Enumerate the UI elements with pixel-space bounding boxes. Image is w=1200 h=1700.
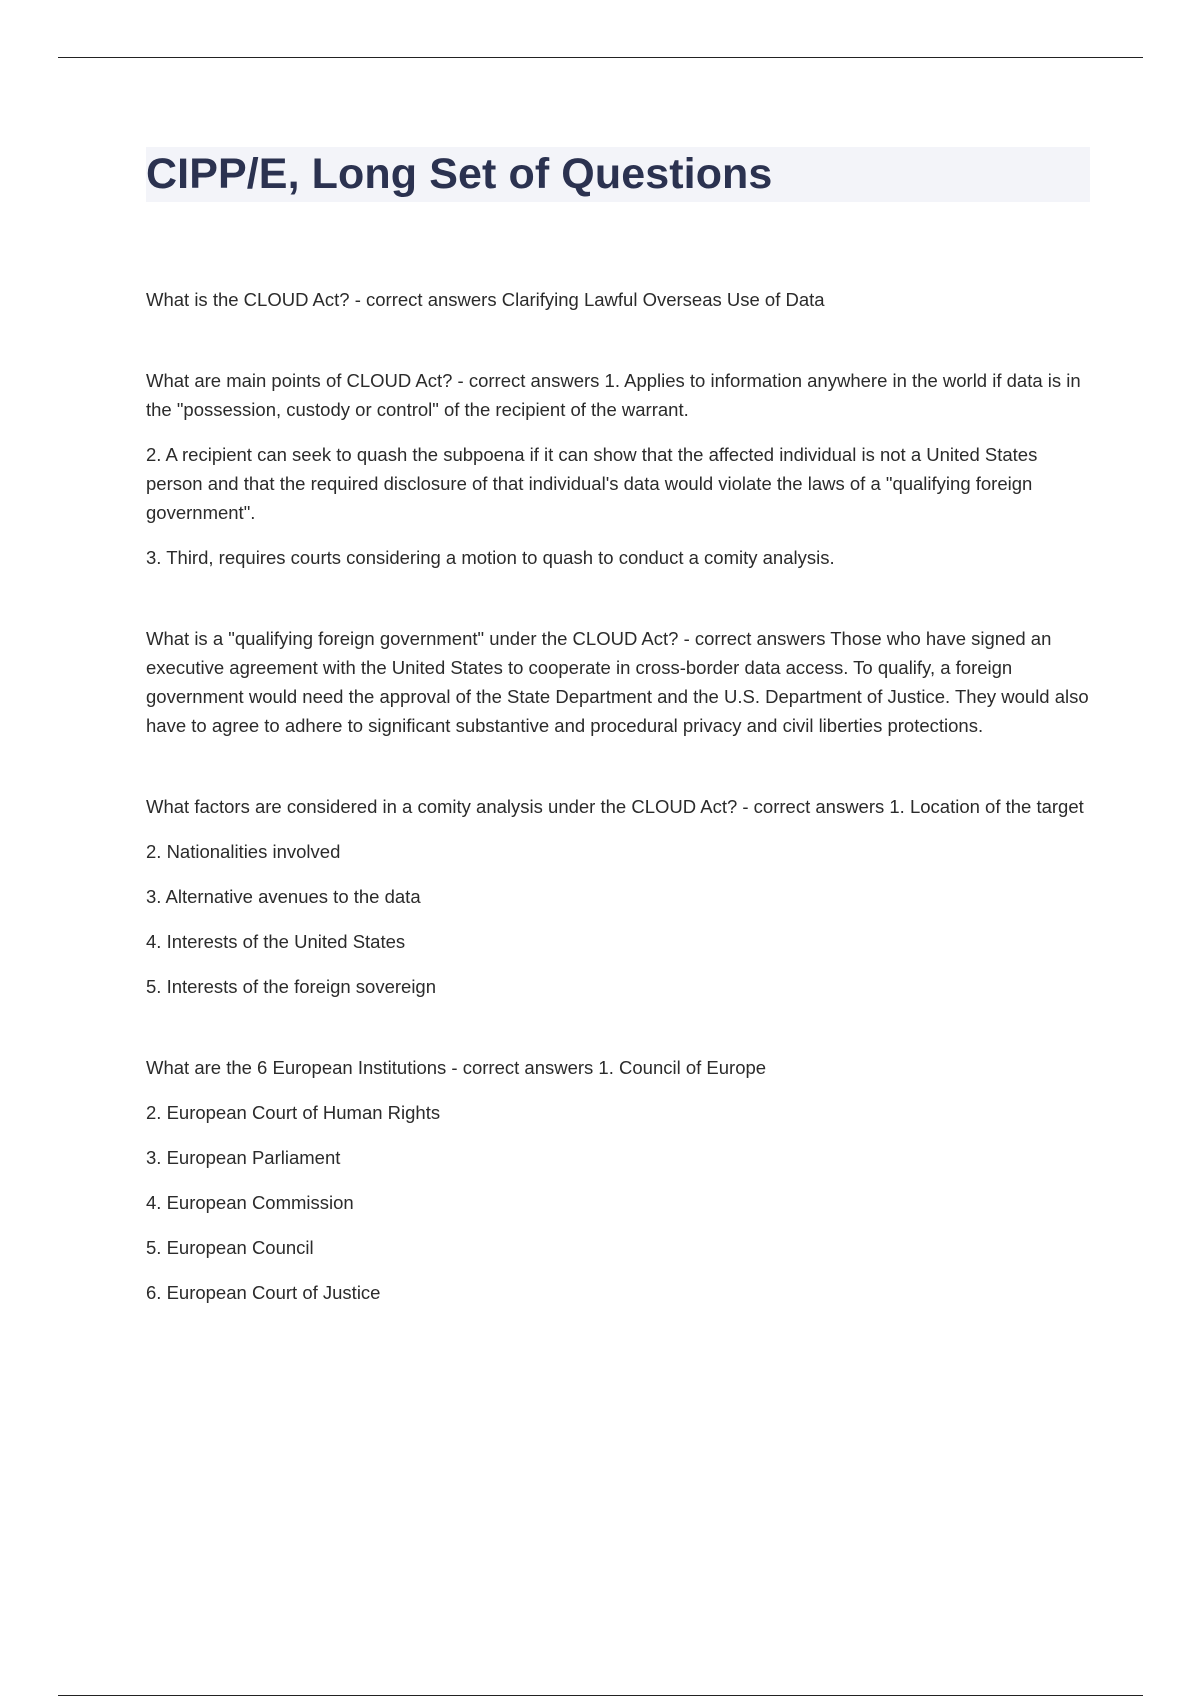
- bottom-rule: [58, 1695, 1143, 1696]
- qa-paragraph: 5. European Council: [146, 1237, 314, 1258]
- document-title: CIPP/E, Long Set of Questions: [146, 150, 773, 198]
- document-page: [146, 147, 1090, 1359]
- qa-item-qualifying-foreign-government: [146, 624, 1090, 740]
- top-rule: [58, 57, 1143, 58]
- qa-paragraph: What is a "qualifying foreign government" under the CLOUD Act? - correct answers Those who have signed an executive agreement with the United States to cooperate in cross-border data access. To qualify, a foreign government would need the approval of the State Department and the U.S. Department of Justice. They would also have to agree to adhere to significant substantive and procedural privacy and civil liberties protections.: [146, 628, 1089, 736]
- qa-item-cloud-act-main-points: [146, 366, 1090, 572]
- qa-paragraph: 2. Nationalities involved: [146, 841, 341, 862]
- qa-paragraph: What are main points of CLOUD Act? - correct answers 1. Applies to information anywhere in the world if data is in the "possession, custody or control" of the recipient of the warrant.: [146, 370, 1081, 420]
- qa-paragraph: What are the 6 European Institutions - correct answers 1. Council of Europe: [146, 1057, 767, 1078]
- qa-item-cloud-act: [146, 285, 1090, 314]
- title-band: [146, 147, 1090, 202]
- qa-list: [146, 285, 1090, 1307]
- qa-paragraph: 3. Alternative avenues to the data: [146, 886, 421, 907]
- qa-paragraph: 3. Third, requires courts considering a motion to quash to conduct a comity analysis.: [146, 547, 835, 568]
- qa-paragraph: 4. Interests of the United States: [146, 931, 406, 952]
- qa-paragraph: 6. European Court of Justice: [146, 1282, 381, 1303]
- qa-paragraph: 2. A recipient can seek to quash the subpoena if it can show that the affected individual is not a United States person and that the required disclosure of that individual's data would violate the laws of a "qualifying foreign government".: [146, 444, 1038, 523]
- qa-paragraph: 3. European Parliament: [146, 1147, 341, 1168]
- qa-item-comity-analysis: [146, 792, 1090, 1001]
- qa-paragraph: 2. European Court of Human Rights: [146, 1102, 441, 1123]
- qa-paragraph: What is the CLOUD Act? - correct answers Clarifying Lawful Overseas Use of Data: [146, 289, 825, 310]
- qa-item-european-institutions: [146, 1053, 1090, 1307]
- qa-paragraph: What factors are considered in a comity analysis under the CLOUD Act? - correct answers 1. Location of the target: [146, 796, 1084, 817]
- qa-paragraph: 4. European Commission: [146, 1192, 354, 1213]
- qa-paragraph: 5. Interests of the foreign sovereign: [146, 976, 437, 997]
